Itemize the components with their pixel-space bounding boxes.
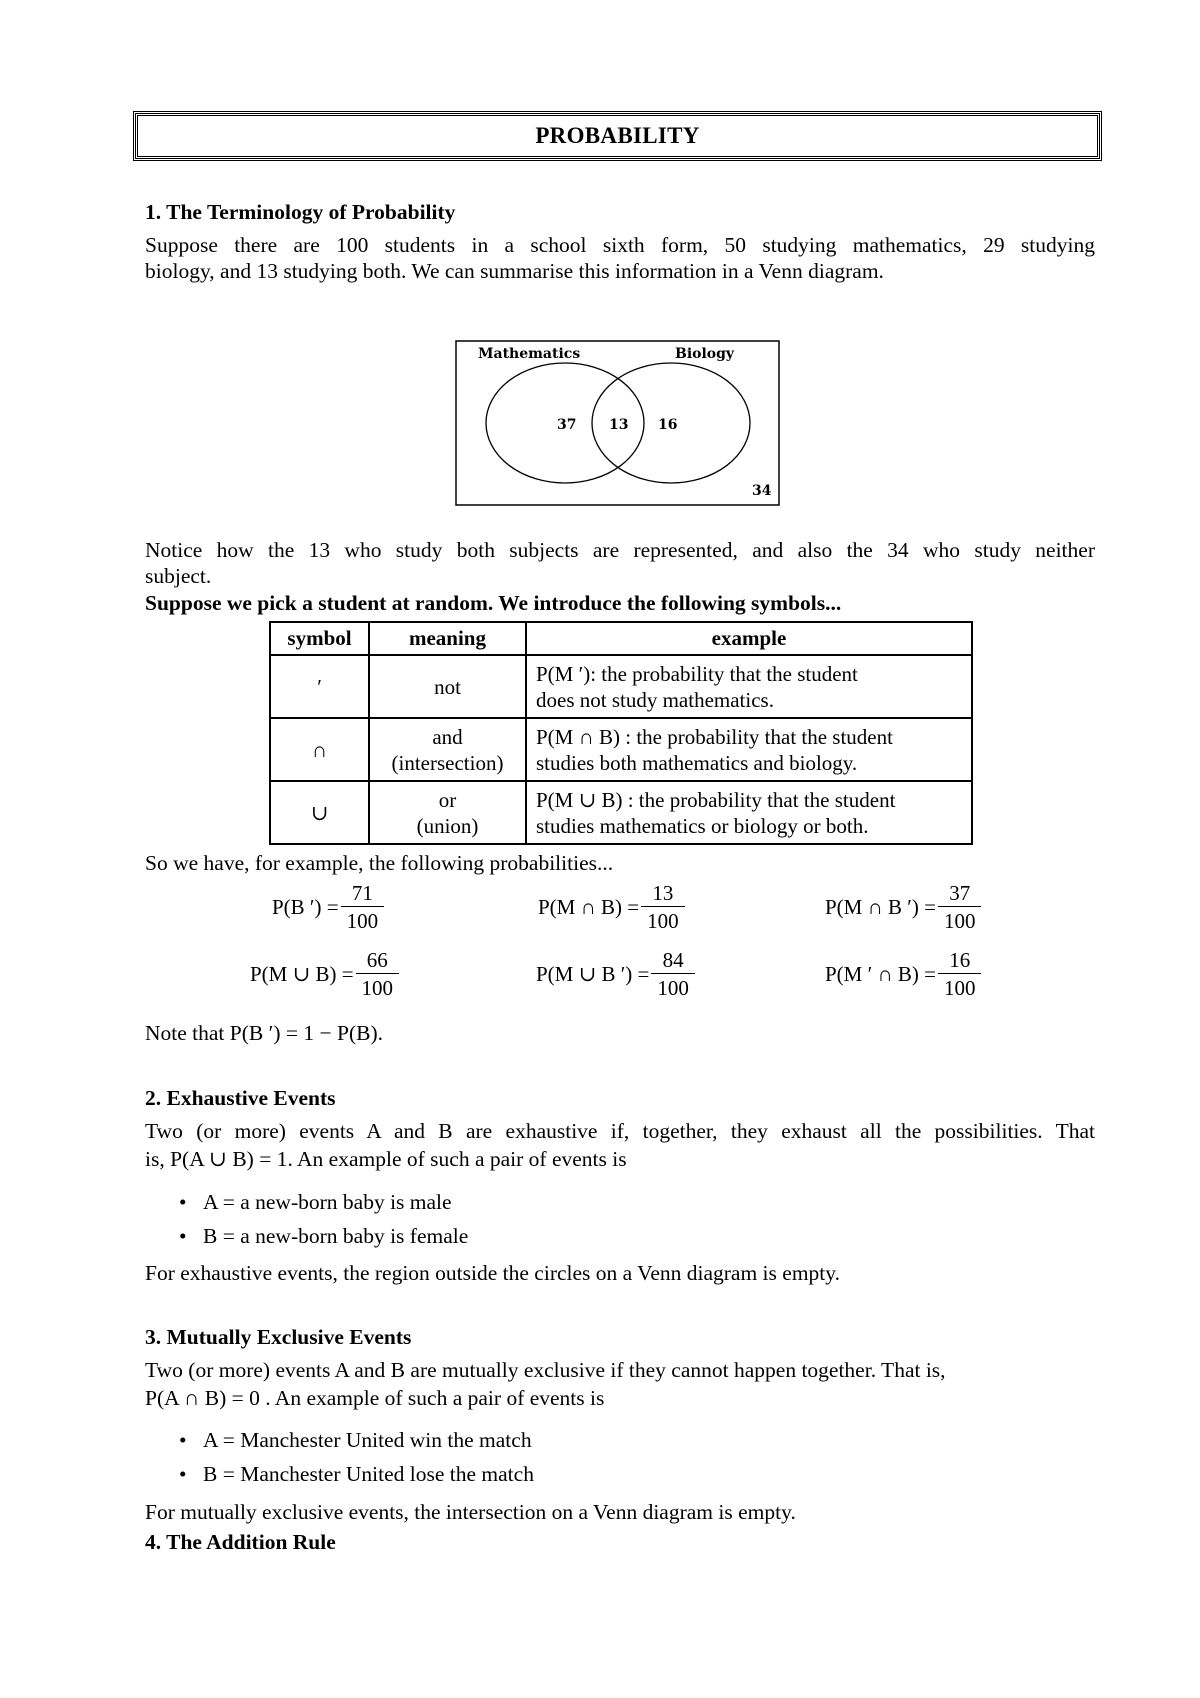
section1-so-line: So we have, for example, the following probabilities... [145,851,614,875]
table-cell-meaning [369,655,526,718]
prob-denominator: 100 [641,906,685,935]
table-header-row [270,622,972,655]
section2-line2-expression: P(A ∪ B) = 1 [170,1147,288,1171]
probability-not-m-and-b [825,947,981,1002]
list-item: • B = Manchester United lose the match [145,1457,534,1491]
section2-bullet-list [145,1185,468,1253]
prob-numerator: 71 [351,881,373,905]
section3-line1: Two (or more) events A and B are mutually exclusive if they cannot happen together. That is, [145,1358,946,1382]
section1-notice-line1: Notice how the 13 who study both subjects are represented, and also the 34 who study neither [145,538,1095,562]
venn-label-mathematics: Mathematics [478,346,581,362]
probability-b-not [272,880,384,935]
table-cell-symbol: ∩ [270,718,369,781]
table-cell-meaning [369,718,526,781]
section2-line1: Two (or more) events A and B are exhaustive if, together, they exhaust all the possibilities. That [145,1119,1095,1143]
section1-notice-line2: subject. [145,564,212,588]
section1-pick-line: Suppose we pick a student at random. We introduce the following symbols... [145,591,842,615]
meaning-line2: (union) [416,813,479,838]
prob-numerator: 84 [662,948,684,972]
venn-value-both: 13 [609,417,629,433]
list-item: • A = Manchester United win the match [145,1423,534,1457]
section2-closing: For exhaustive events, the region outside the circles on a Venn diagram is empty. [145,1261,840,1285]
table-cell-symbol: ∪ [270,781,369,844]
venn-value-math-only: 37 [557,417,577,433]
section2-line2-post: . An example of such a pair of events is [287,1147,627,1171]
probability-m-and-not-b [825,880,981,935]
prob-denominator: 100 [341,906,385,935]
example-text-line2: does not study mathematics. [536,687,774,712]
table-cell-meaning [369,781,526,844]
table-cell-symbol: ′ [270,655,369,718]
venn-value-neither: 34 [752,483,772,499]
page-title [135,113,1100,159]
section2-heading: 2. Exhaustive Events [145,1086,336,1110]
prob-lhs: P(B ′) = [272,895,339,919]
table-cell-example [526,655,972,718]
example-text-line1: : the probability that the student [622,787,896,812]
prob-denominator: 100 [356,973,400,1002]
list-item: • A = a new-born baby is male [145,1185,468,1219]
section1-intro-line1: Suppose there are 100 students in a school sixth form, 50 studying mathematics, 29 studying [145,233,1095,257]
example-expression: P(M ∩ B) [536,724,621,749]
prob-lhs: P(M ∪ B) = [250,962,354,986]
section1-intro-line2: biology, and 13 studying both. We can summarise this information in a Venn diagram. [145,259,884,283]
probability-m-or-not-b [536,947,695,1002]
prob-numerator: 13 [652,881,674,905]
section1-note [145,1020,383,1046]
section3-line2-expression: P(A ∩ B) = 0 [145,1386,260,1410]
section4-heading: 4. The Addition Rule [145,1530,336,1554]
probability-m-and-b [538,880,685,935]
page-title-text: PROBABILITY [535,123,700,148]
list-item: • B = a new-born baby is female [145,1219,468,1253]
prob-numerator: 16 [949,948,971,972]
prob-lhs: P(M ′ ∩ B) = [825,962,936,986]
prob-numerator: 66 [366,948,388,972]
example-text-line1: : the probability that the student [590,661,858,686]
prob-denominator: 100 [651,973,695,1002]
symbols-table [269,621,973,845]
meaning-line1: and [432,724,463,749]
section2-line2-pre: is, [145,1147,171,1171]
example-text-line2: studies mathematics or biology or both. [536,813,869,838]
note-expression: P(B ′) = 1 − P(B). [229,1021,383,1045]
prob-numerator: 37 [949,881,971,905]
section3-bullet-list [145,1423,534,1491]
prob-denominator: 100 [938,906,982,935]
venn-value-biology-only: 16 [658,417,678,433]
table-row [270,655,972,718]
probability-m-or-b [250,947,399,1002]
table-row [270,718,972,781]
table-header-meaning: meaning [369,622,526,655]
section3-line2-post: . An example of such a pair of events is [259,1386,605,1410]
prob-lhs: P(M ∩ B) = [538,895,640,919]
prob-denominator: 100 [938,973,982,1002]
note-prefix: Note that [145,1021,230,1045]
section3-line2 [145,1385,604,1411]
example-text-line1: : the probability that the student [620,724,893,749]
section3-closing: For mutually exclusive events, the intersection on a Venn diagram is empty. [145,1500,796,1524]
table-header-symbol: symbol [270,622,369,655]
example-expression: P(M ∪ B) [536,787,623,812]
prob-lhs: P(M ∩ B ′) = [825,895,936,919]
table-cell-example [526,781,972,844]
meaning-line1: or [438,787,457,812]
venn-diagram [455,340,780,506]
section2-line2 [145,1146,627,1172]
meaning-line2: (intersection) [391,750,504,775]
meaning-line1: not [434,674,461,699]
prob-lhs: P(M ∪ B ′) = [536,962,650,986]
section1-heading: 1. The Terminology of Probability [145,200,456,224]
section3-heading: 3. Mutually Exclusive Events [145,1325,412,1349]
venn-label-biology: Biology [675,346,735,362]
table-header-example: example [526,622,972,655]
table-row [270,781,972,844]
table-cell-example [526,718,972,781]
example-text-line2: studies both mathematics and biology. [536,750,858,775]
example-expression: P(M ′) [536,661,591,686]
